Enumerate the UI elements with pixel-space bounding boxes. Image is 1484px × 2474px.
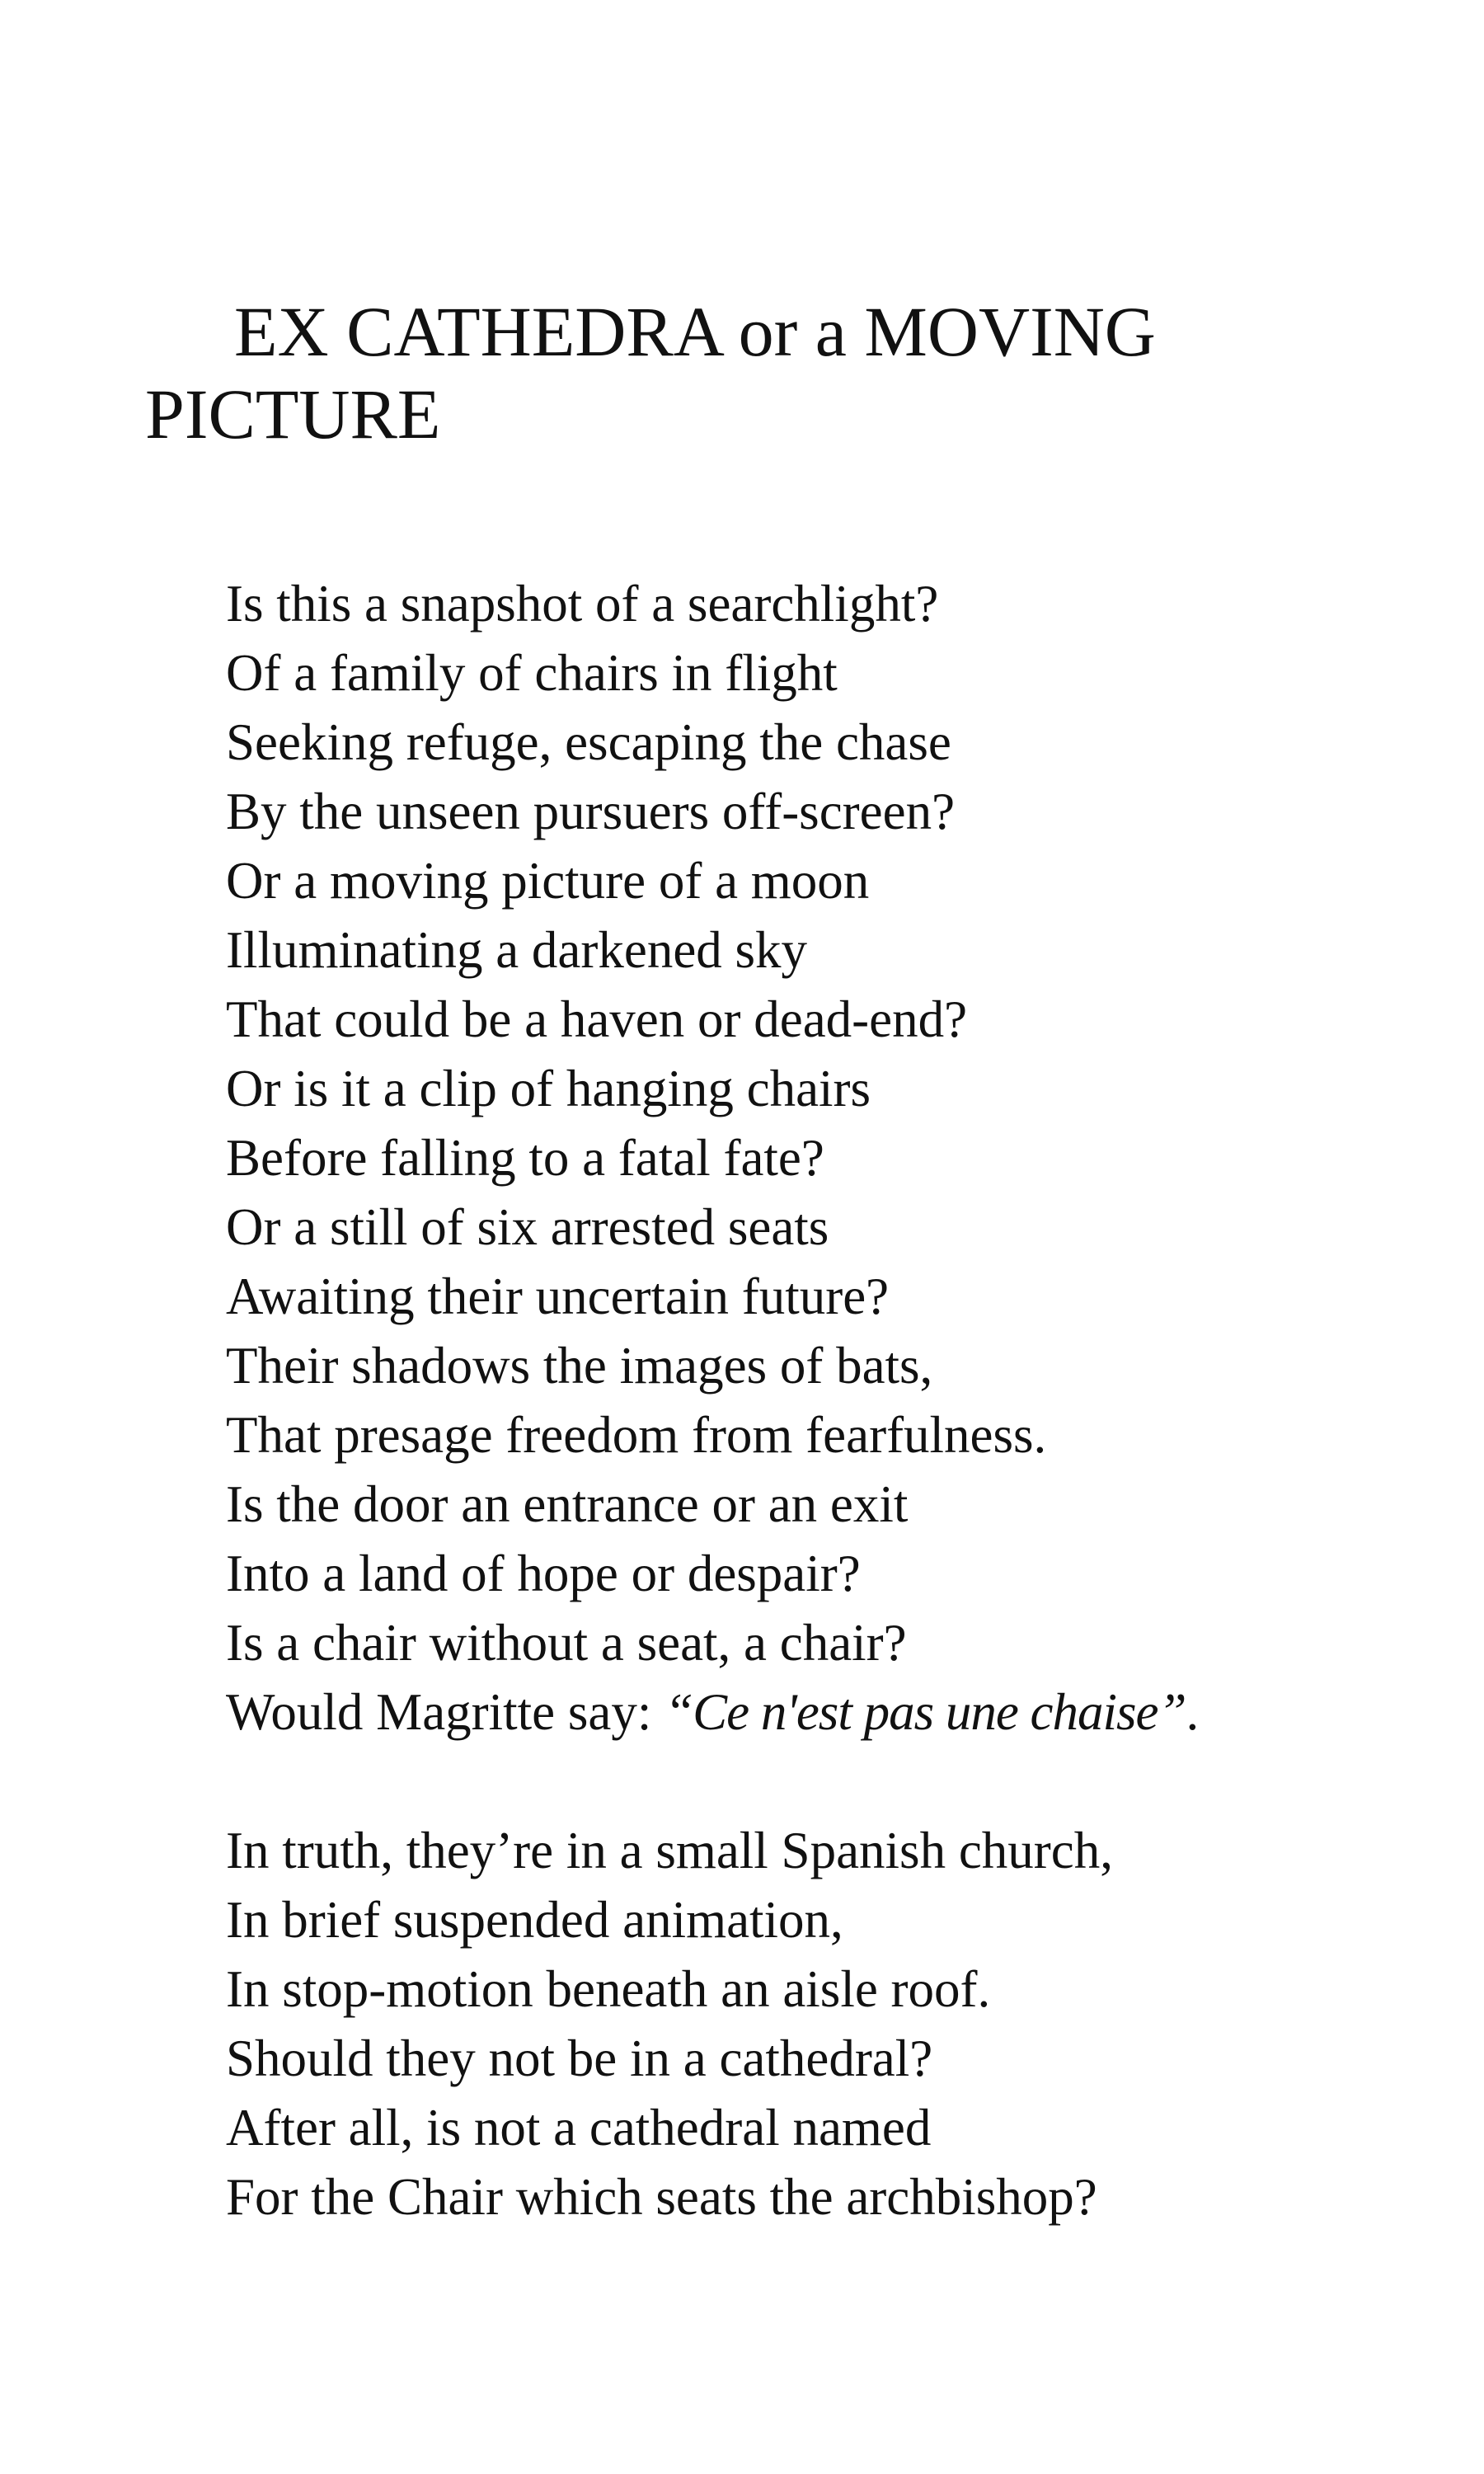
poem-line: In stop-motion beneath an aisle roof. [226, 1960, 991, 2018]
poem-line: That presage freedom from fearfulness. [226, 1406, 1047, 1464]
poem-line: Awaiting their uncertain future? [226, 1268, 890, 1325]
poem-line: By the unseen pursuers off-screen? [226, 783, 956, 840]
poem-line: Illuminating a darkened sky [226, 921, 808, 979]
poem-line: Before falling to a fatal fate? [226, 1129, 824, 1187]
poem-line: For the Chair which seats the archbishop? [226, 2168, 1097, 2226]
magritte-quote: “Ce n'est pas une chaise” [665, 1683, 1186, 1741]
poem-line: After all, is not a cathedral named [226, 2099, 932, 2157]
stanza-2 [226, 1816, 1430, 2232]
poem-line: Into a land of hope or despair? [226, 1545, 861, 1602]
poem-line: In truth, they’re in a small Spanish church, [226, 1822, 1113, 1879]
poem-line: Is a chair without a seat, a chair? [226, 1614, 907, 1672]
poem-line: Or a still of six arrested seats [226, 1198, 829, 1256]
magritte-suffix: . [1186, 1683, 1200, 1741]
poem-line: Their shadows the images of bats, [226, 1337, 933, 1395]
poem-line: Is this a snapshot of a searchlight? [226, 575, 939, 633]
poem-line: In brief suspended animation, [226, 1891, 843, 1949]
poem-title: EX CATHEDRA or a MOVING PICTURE [145, 292, 1156, 454]
poem-line: Of a family of chairs in flight [226, 644, 838, 702]
poem-line-magritte [226, 1677, 1430, 1747]
stanza-1 [226, 569, 1430, 1747]
poem-line: Or is it a clip of hanging chairs [226, 1060, 871, 1117]
poem-line: Seeking refuge, escaping the chase [226, 713, 951, 771]
poem-body [226, 569, 1430, 2232]
poem-line: That could be a haven or dead-end? [226, 990, 968, 1048]
magritte-prefix: Would Magritte say: [226, 1683, 665, 1741]
poem-line: Or a moving picture of a moon [226, 852, 870, 910]
poem-line: Is the door an entrance or an exit [226, 1475, 909, 1533]
poem-line: Should they not be in a cathedral? [226, 2030, 933, 2087]
